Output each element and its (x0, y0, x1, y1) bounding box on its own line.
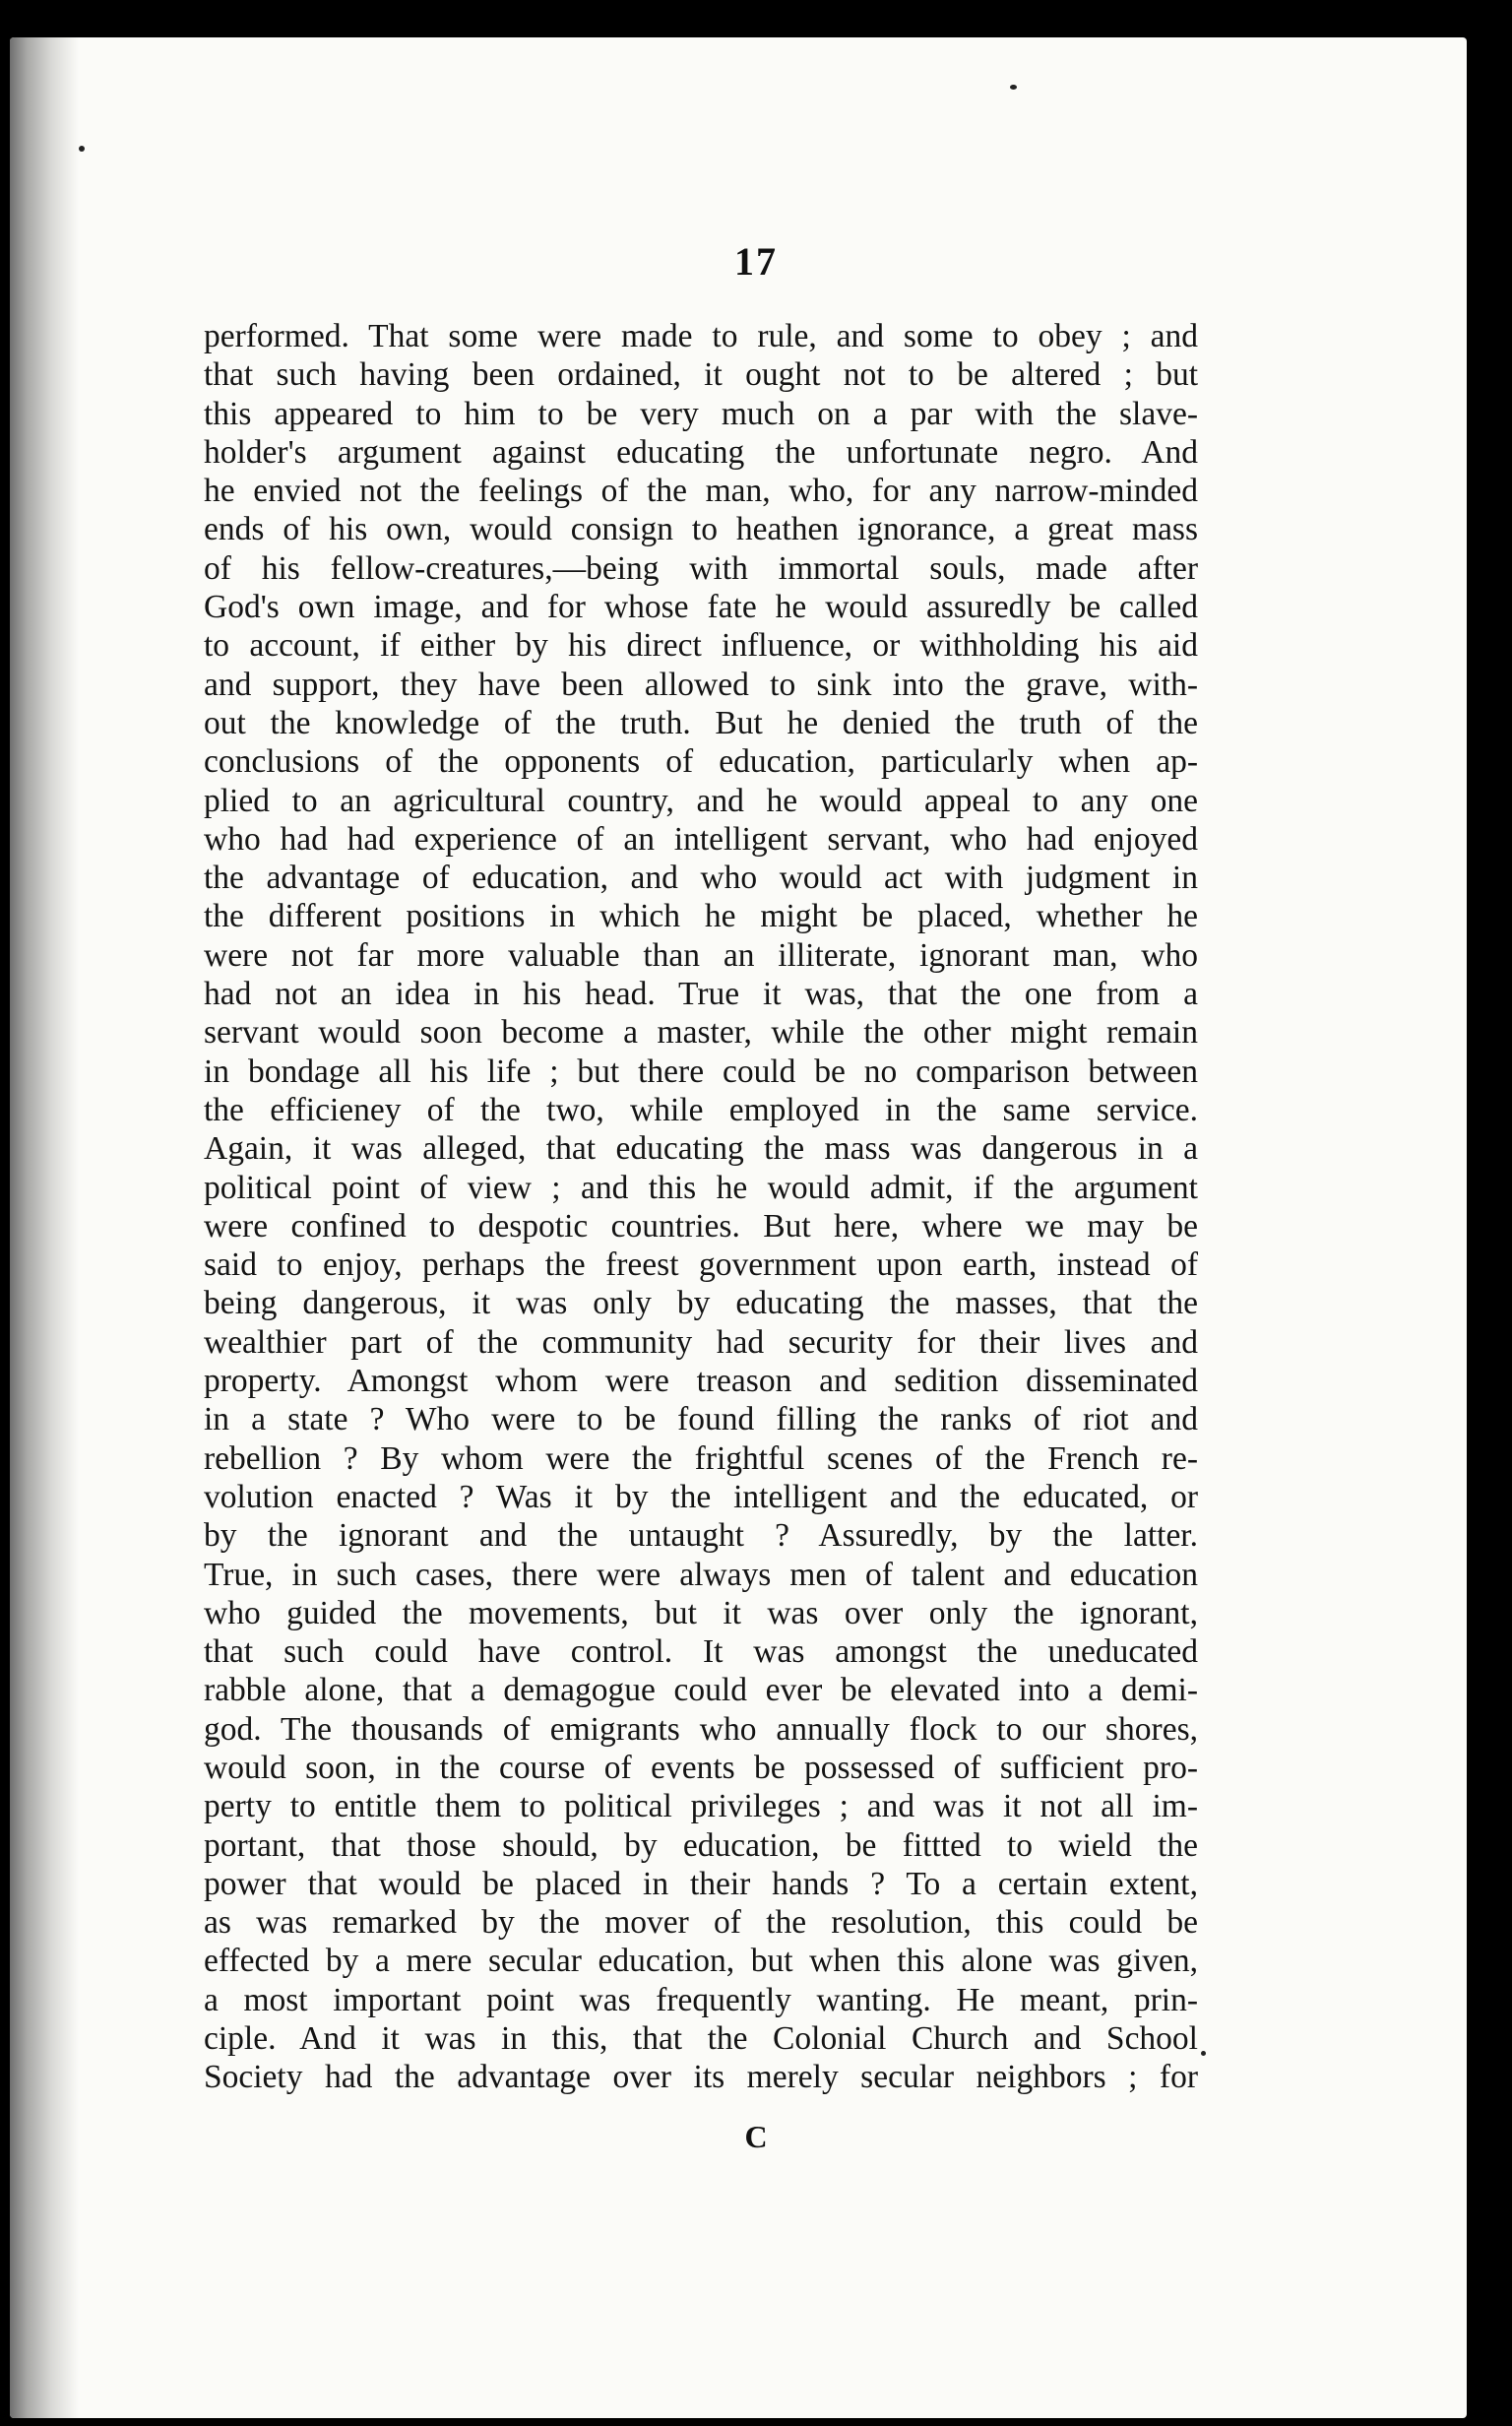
page-gutter-shadow (10, 37, 79, 2418)
text-line: this appeared to him to be very much on a par with the slave- (204, 395, 1198, 432)
text-line: and support, they have been allowed to sink into the grave, with- (204, 666, 1198, 703)
text-line: property. Amongst whom were treason and sedition disseminated (204, 1363, 1198, 1400)
signature-mark: C (744, 2119, 768, 2154)
text-line: political point of view ; and this he would admit, if the argument (204, 1169, 1198, 1206)
text-line: to account, if either by his direct influence, or withholding his aid (204, 627, 1198, 665)
text-line: god. The thousands of emigrants who annually flock to our shores, (204, 1710, 1198, 1748)
text-line: God's own image, and for whose fate he would assuredly be called (204, 589, 1198, 626)
text-line: volution enacted ? Was it by the intelligent and the educated, or (204, 1478, 1198, 1515)
text-line: were not far more valuable than an illiterate, ignorant man, who (204, 936, 1198, 974)
text-line: in bondage all his life ; but there could be no comparison between (204, 1053, 1198, 1090)
text-line: in a state ? Who were to be found filling the ranks of riot and (204, 1401, 1198, 1438)
text-line: would soon, in the course of events be possessed of sufficient pro- (204, 1749, 1198, 1786)
text-line: said to enjoy, perhaps the freest government upon earth, instead of (204, 1246, 1198, 1284)
text-line: power that would be placed in their hands ? To a certain extent, (204, 1865, 1198, 1902)
ink-speck (79, 146, 85, 152)
text-line: rabble alone, that a demagogue could ever be elevated into a demi- (204, 1672, 1198, 1709)
body-text (204, 317, 1198, 2097)
text-line: ciple. And it was in this, that the Colonial Church and School (204, 2020, 1198, 2058)
text-line: portant, that those should, by education, be fittted to wield the (204, 1826, 1198, 1864)
text-line: True, in such cases, there were always men of talent and education (204, 1556, 1198, 1593)
text-line: he envied not the feelings of the man, who, for any narrow-minded (204, 473, 1198, 510)
text-line: who had had experience of an intelligent servant, who had enjoyed (204, 820, 1198, 858)
text-line: who guided the movements, but it was over only the ignorant, (204, 1594, 1198, 1631)
text-line: being dangerous, it was only by educating the masses, that the (204, 1285, 1198, 1322)
ink-speck (1201, 2051, 1206, 2056)
text-line: servant would soon become a master, while the other might remain (204, 1014, 1198, 1052)
text-line: perty to entitle them to political privileges ; and was it not all im- (204, 1788, 1198, 1825)
text-line: that such could have control. It was amongst the uneducated (204, 1633, 1198, 1671)
text-line: wealthier part of the community had security for their lives and (204, 1323, 1198, 1361)
ink-speck (1010, 85, 1017, 90)
text-line: of his fellow-creatures,—being with immortal souls, made after (204, 549, 1198, 587)
text-line: out the knowledge of the truth. But he denied the truth of the (204, 704, 1198, 741)
text-line: the different positions in which he might be placed, whether he (204, 898, 1198, 935)
text-line: effected by a mere secular education, but when this alone was given, (204, 1943, 1198, 1980)
text-line: had not an idea in his head. True it was, that the one from a (204, 976, 1198, 1013)
text-line: by the ignorant and the untaught ? Assuredly, by the latter. (204, 1517, 1198, 1555)
text-line: as was remarked by the mover of the resolution, this could be (204, 1904, 1198, 1942)
text-line: holder's argument against educating the unfortunate negro. And (204, 433, 1198, 471)
text-line: Society had the advantage over its merely secular neighbors ; for (204, 2059, 1198, 2096)
text-line: ends of his own, would consign to heathen ignorance, a great mass (204, 511, 1198, 548)
text-line: were confined to despotic countries. But here, where we may be (204, 1207, 1198, 1245)
text-line: performed. That some were made to rule, and some to obey ; and (204, 318, 1198, 354)
text-line: plied to an agricultural country, and he would appeal to any one (204, 782, 1198, 819)
text-line: the advantage of education, and who would act with judgment in (204, 860, 1198, 897)
text-line: conclusions of the opponents of education, particularly when ap- (204, 743, 1198, 781)
text-line: rebellion ? By whom were the frightful scenes of the French re- (204, 1439, 1198, 1477)
text-line: Again, it was alleged, that educating the mass was dangerous in a (204, 1130, 1198, 1168)
text-line: the efficieney of the two, while employed in the same service. (204, 1091, 1198, 1128)
page-number: 17 (734, 239, 778, 284)
text-line: that such having been ordained, it ought not to be altered ; but (204, 356, 1198, 394)
scan-right-margin (1467, 37, 1512, 2418)
text-line: a most important point was frequently wanting. He meant, prin- (204, 1981, 1198, 2018)
